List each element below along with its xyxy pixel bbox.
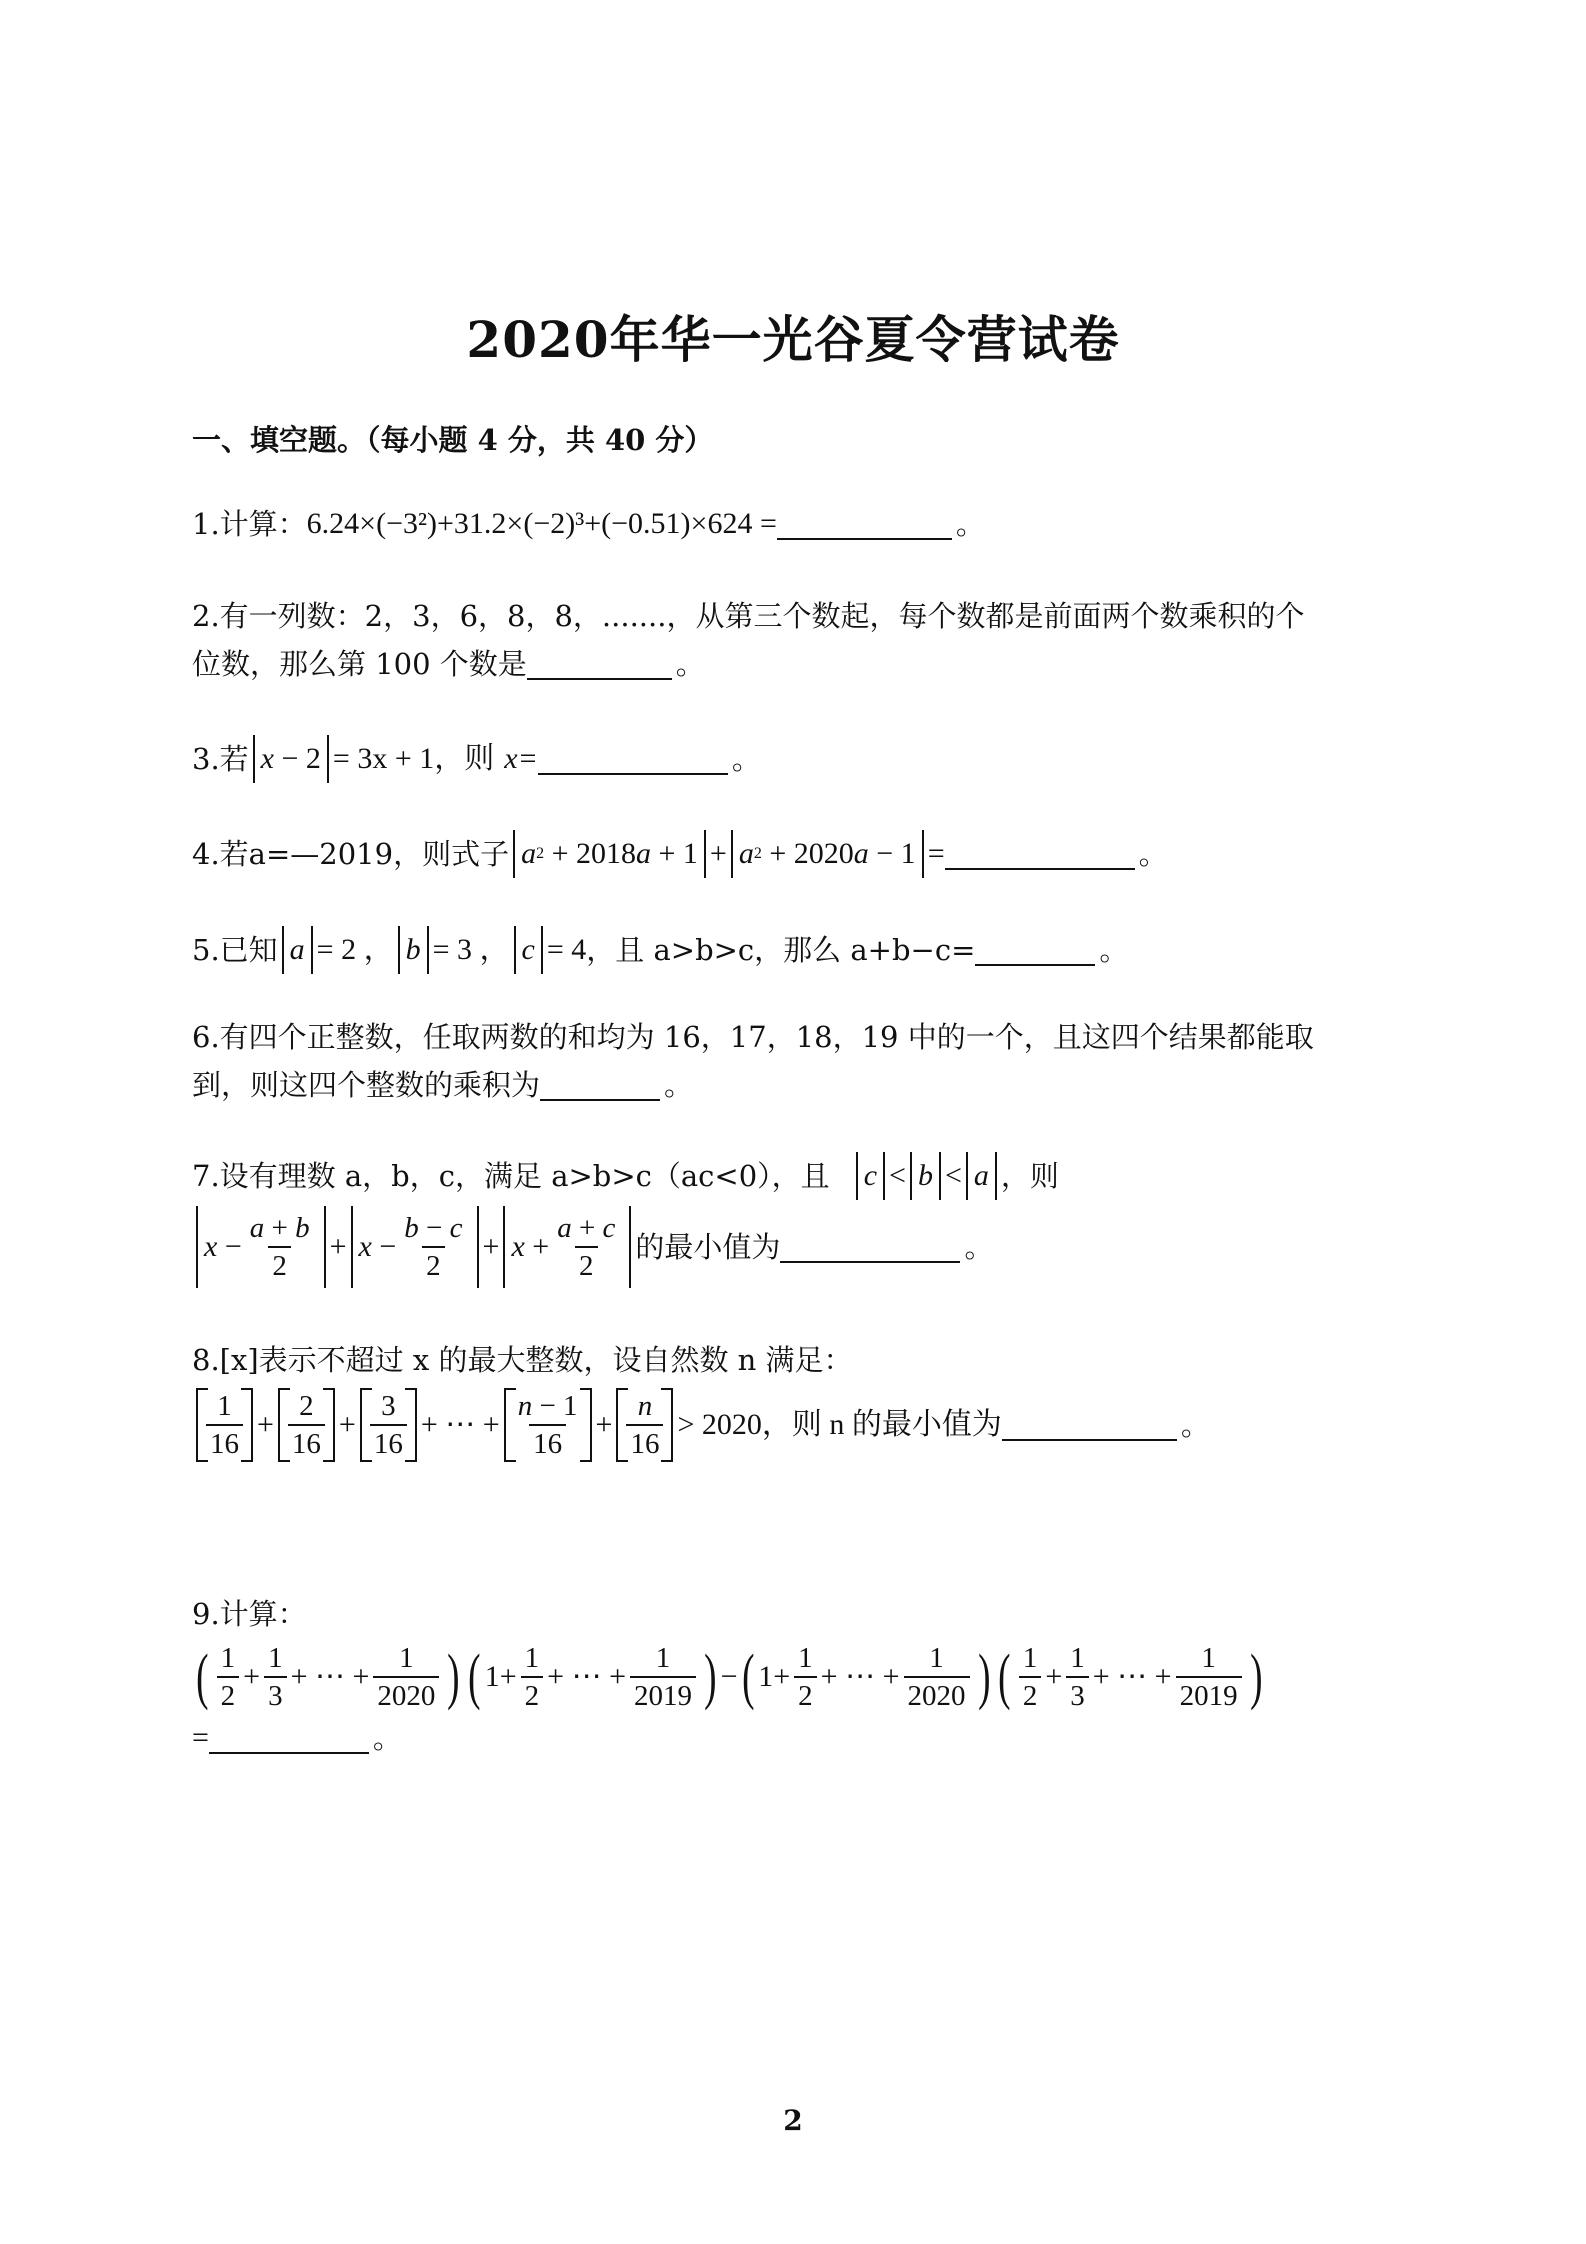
question-2: 2.有一列数：2，3，6，8，8，.......，从第三个数起，每个数都是前面两个数乘积的个 位数，那么第 100 个数是 。 (192, 599, 1305, 681)
page-title: 2020年华一光谷夏令营试卷 (466, 310, 1120, 369)
section-heading: 一、填空题。（每小题 4 分，共 40 分） (192, 423, 714, 457)
abs-value: x − a + b 2 (196, 1206, 326, 1288)
question-9: 9.计算： ( 1 2 + 1 3 + ⋯ + 1 2020 ) ( 1+ 1 2 + ⋯ + 1 2019 ) − ( 1+ 1 2 + ⋯ + 1 2020 ) ( 1 2 + 1 3 + ⋯ + 1 2019 ) = 。 (192, 1590, 1402, 1762)
abs-value: x − 2 (253, 735, 329, 783)
q9-expression: ( 1 2 + 1 3 + ⋯ + 1 2020 ) ( 1+ 1 2 + ⋯ + 1 2019 ) − ( 1+ 1 2 + ⋯ + 1 2020 ) ( 1 2 + 1 3 + ⋯ + 1 2019 ) (196, 1642, 1263, 1712)
page-number: 2 (783, 2104, 803, 2137)
answer-blank[interactable] (540, 1069, 660, 1101)
floor-bracket: 2 16 (278, 1388, 335, 1462)
answer-blank[interactable] (975, 934, 1095, 966)
answer-blank[interactable] (777, 508, 952, 540)
q1-expression: 6.24×(−3²)+31.2×(−2)³+(−0.51)×624 = (306, 507, 777, 540)
answer-blank[interactable] (209, 1722, 369, 1754)
abs-value: x − b − c 2 (351, 1206, 479, 1288)
answer-blank[interactable] (945, 838, 1135, 870)
question-8: 8.[x]表示不超过 x 的最大整数，设自然数 n 满足： 1 16 + 2 16 + 3 16 + ⋯ + n − 1 16 + n 16 > 2020，则 n 的最小值为 。 (192, 1343, 1210, 1460)
abs-value: x + a + c 2 (503, 1206, 631, 1288)
answer-blank[interactable] (780, 1231, 960, 1263)
question-1: 1.计算： 6.24×(−3²)+31.2×(−2)³+(−0.51)×624 = 。 (192, 500, 1402, 548)
floor-bracket: n − 1 16 (504, 1388, 592, 1462)
answer-blank[interactable] (538, 743, 728, 775)
question-6: 6.有四个正整数，任取两数的和均为 16，17，18，19 中的一个，且这四个结果都能取 到，则这四个整数的乘积为 。 (192, 1020, 1314, 1102)
floor-bracket: n 16 (616, 1388, 673, 1462)
question-5: 5.已知 a = 2 ， b = 3 ， c = 4 ，且 a>b>c，那么 a+b−c= 。 (192, 926, 1402, 974)
answer-blank[interactable] (1002, 1409, 1177, 1441)
abs-value: a 2 + 2020 a − 1 (731, 830, 924, 878)
question-3: 3.若 x − 2 = 3x + 1，则 x= 。 (192, 735, 1402, 783)
question-7: 7.设有理数 a，b，c，满足 a>b>c（ac<0），且 c < b < a ，则 x − a + b 2 + x − b − c 2 + x + a + c 2 的最小值为 。 (192, 1152, 1402, 1288)
floor-bracket: 3 16 (360, 1388, 417, 1462)
answer-blank[interactable] (527, 648, 672, 680)
question-4: 4.若 a=—2019，则式子 a 2 + 2018 a + 1 + a 2 + 2020 a − 1 = 。 (192, 830, 1402, 878)
floor-bracket: 1 16 (196, 1388, 253, 1462)
abs-value: a 2 + 2018 a + 1 (513, 830, 706, 878)
